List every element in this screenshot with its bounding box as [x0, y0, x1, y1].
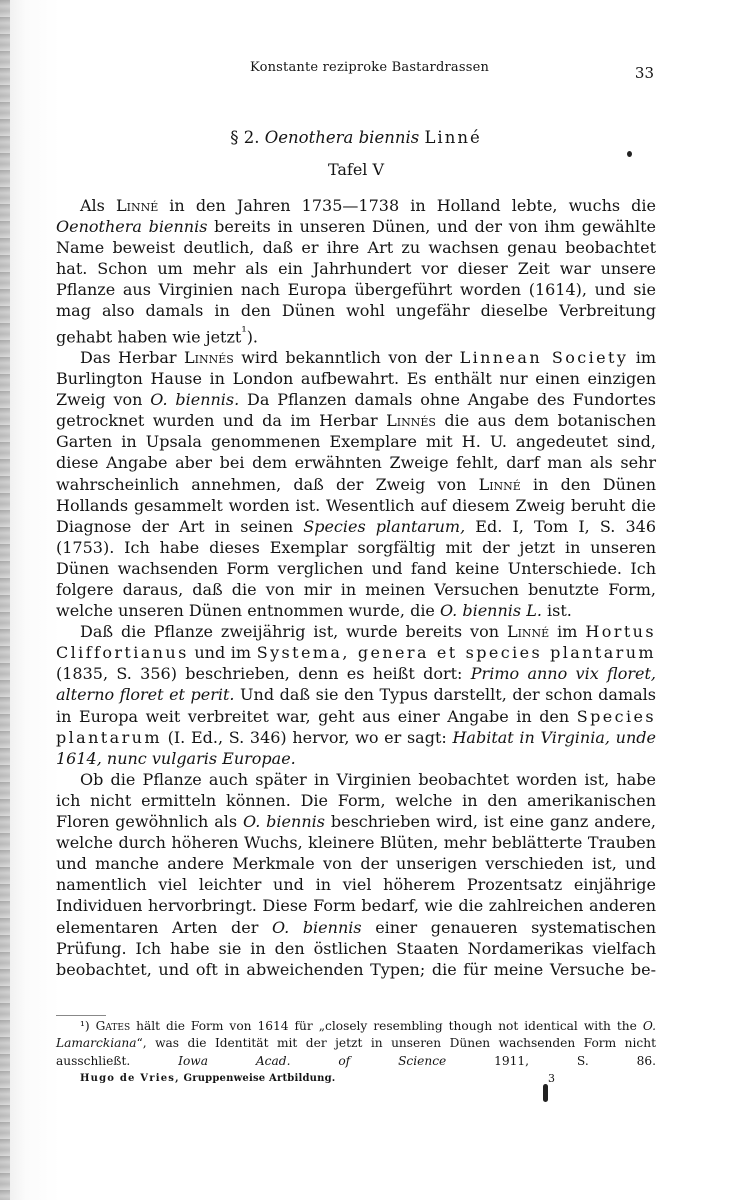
author-name: Linné [115, 196, 159, 215]
text-run: Ob die Pflanze auch später in Virginien beobachtet worden ist, habe ich nicht ermitteln können. Die Form, welche in den amerikanischen Floren gewöhnlich als [56, 769, 656, 832]
work-title: Species plantarum, [303, 516, 466, 536]
plate-reference: Tafel V [327, 160, 385, 179]
ink-speck [543, 1084, 548, 1102]
signature-title: Gruppenweise Artbildung. [179, 1073, 336, 1084]
text-run: beschrieben wird, ist eine ganz andere, welche durch höheren Wuchs, kleinere Blüten, mehr beblätterte Trauben und manche andere Merkmale von der unserigen verschieden ist, und namentlich viel leichter und in viel höherem Prozentsatz einjährige Individuen hervorbringt. Diese Form bedarf, wie die zahlreichen anderen elementaren Arten der [56, 812, 656, 937]
section-number: § 2. [230, 128, 260, 147]
paragraph [56, 195, 656, 347]
species-name: Oenothera biennis [56, 217, 208, 237]
text-run: bereits in unseren Dünen, und der von ihm gewählte Name beweist deutlich, daß er ihre Art zu wachsen genau beobachtet hat. Schon um mehr als ein Jahrhundert vor dieser Zeit war unsere Pflanze aus Virginien nach Europa übergeführt worden (1614), und sie mag also damals in den Dünen wohl ungefähr dieselbe Verbreitung gehabt haben wie jetzt [56, 217, 656, 346]
species-name: O. biennis [243, 812, 325, 832]
latin-quote: Habitat in Virginia, unde 1614, nunc vulgaris Europae. [56, 727, 656, 768]
footnote [56, 1018, 656, 1070]
text-run: wird bekanntlich von der [233, 347, 460, 367]
page-binding-edge [0, 0, 10, 1200]
text-run: die aus dem botanischen Garten in Upsala genommenen Exemplare mit H. U. angedeutet sind, diese Angabe aber bei dem erwähnten Zweige fehlt, darf man als sehr wahrscheinlich annehmen, daß der Zweig von [56, 411, 657, 494]
species-name: O. biennis [271, 917, 362, 937]
work-title: Species plantarum [56, 706, 656, 747]
text-run: Als [80, 196, 116, 215]
section-author: Linné [424, 128, 482, 147]
paragraph [56, 621, 656, 769]
paragraph [56, 347, 656, 621]
author-name: Linnés [183, 347, 234, 367]
signature-author: Hugo de Vries, [80, 1073, 180, 1084]
latin-quote: Primo anno vix floret, alterno floret et perit. [56, 664, 656, 705]
footnote-text [56, 1018, 656, 1070]
section-species: Oenothera biennis [264, 128, 420, 147]
page-number: 33 [634, 64, 654, 82]
work-title: Systema, genera et species plantarum [256, 643, 656, 663]
text-run: Und daß sie den Typus darstellt, der schon damals in Europa weit verbreitet war, geht aus einer Angabe in den [56, 685, 657, 726]
text-run: in den Dünen Hollands gesammelt worden ist. Wesentlich auf diesem Zweig beruht die Diagnose der Art in seinen [56, 474, 657, 536]
species-name: O. biennis L. [439, 601, 542, 621]
author-name: Linné [478, 474, 521, 494]
text-run: im [549, 622, 586, 642]
sheet-number: 3 [548, 1072, 555, 1085]
text-run: Das Herbar [80, 347, 184, 367]
footnote-mark: ¹) [80, 1019, 90, 1033]
text-run: ). [246, 326, 259, 346]
society-name: Linnean Society [459, 347, 629, 367]
author-name: Linnés [386, 411, 436, 431]
text-run: einer genaueren systematischen Prüfung. Ich habe sie in den östlichen Staaten Nordamerikas vielfach beobachtet, und oft in abweichenden Typen; die für meine Versuche be- [56, 917, 657, 979]
footnote-ref: ¹ [241, 324, 247, 340]
ink-speck [627, 151, 632, 157]
text-run: (I. Ed., S. 346) hervor, wo er sagt: [161, 727, 453, 747]
footnote-rule [56, 1015, 106, 1016]
text-run: Ed. I, Tom I, S. 346 (1753). Ich habe dieses Exemplar sorgfältig mit der jetzt in unseren Dünen wachsenden Form verglichen und fand keine Unterschiede. Ich folgere daraus, daß die von mir in meinen Versuchen benutzte Form, welche unseren Dünen entnommen wurde, die [56, 516, 656, 621]
text-run: “, was die Identität mit der jetzt in unseren Dünen wachsenden Form nicht ausschließt. [56, 1036, 656, 1068]
running-title: Konstante reziproke Bastardrassen [250, 60, 490, 75]
author-name: Gates [95, 1019, 131, 1033]
page-header [56, 58, 656, 82]
journal-title: Iowa Acad. of Science [178, 1053, 447, 1068]
work-title: Hortus Cliffortianus [56, 622, 656, 663]
species-name: O. biennis. [150, 390, 240, 410]
text-run: und im [188, 643, 257, 663]
author-name: Linné [506, 622, 550, 642]
species-name: O. Lamarckiana [56, 1019, 657, 1051]
text-run: Da Pflanzen damals ohne Angabe des Fundortes getrocknet wurden und da im Herbar [56, 390, 657, 431]
text-run: ist. [541, 601, 572, 621]
paragraph [56, 769, 656, 980]
body-text [56, 195, 656, 980]
text-run: Daß die Pflanze zweijährig ist, wurde bereits von [80, 622, 507, 642]
text-run: (1835, S. 356) beschrieben, denn es heißt dort: [56, 664, 471, 684]
section-heading [56, 128, 656, 147]
printer-signature [80, 1073, 335, 1084]
text-run: im Burlington Hause in London aufbewahrt. Es enthält nur einen einzigen Zweig von [56, 347, 657, 410]
text-run: hält die Form von 1614 für „closely resembling though not identical with the [130, 1019, 643, 1033]
text-run: 1911, S. 86. [446, 1053, 656, 1068]
text-run: in den Jahren 1735—1738 in Holland lebte, wuchs die [158, 196, 656, 215]
